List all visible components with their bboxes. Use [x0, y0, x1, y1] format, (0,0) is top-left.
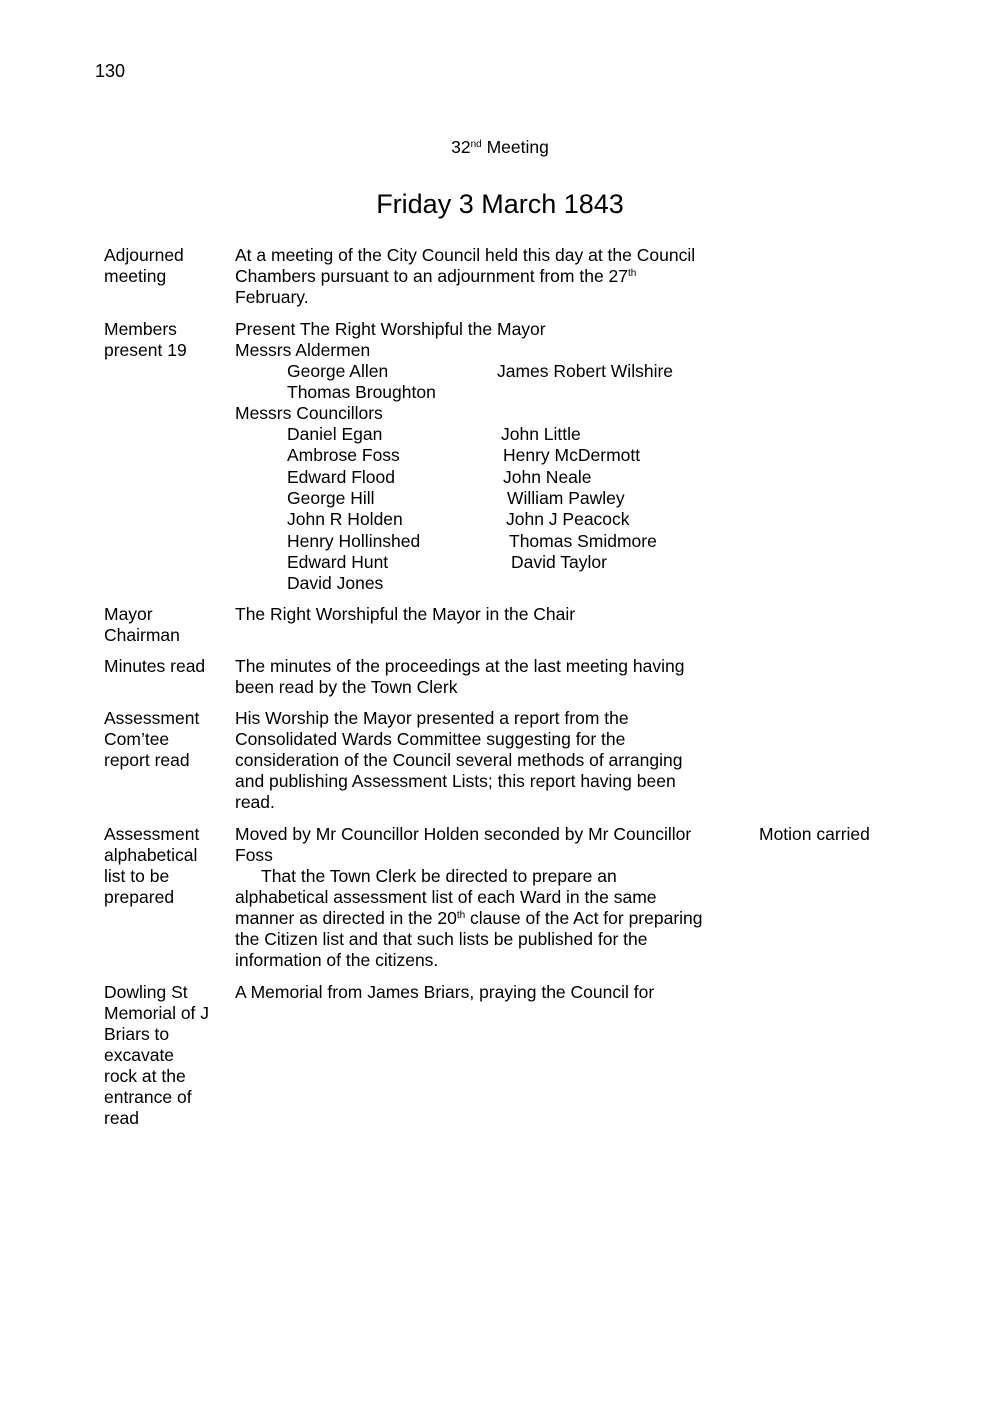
councillor-name: Thomas Smidmore	[509, 531, 657, 551]
margin-line: meeting	[104, 266, 167, 286]
meeting-number	[0, 137, 1000, 158]
text-fragment: manner as directed in the 20	[235, 908, 457, 928]
text-line: and publishing Assessment Lists; this report having been	[235, 771, 676, 791]
councillor-name: William Pawley	[507, 488, 625, 508]
margin-line: Dowling St	[104, 982, 188, 1002]
text-line: Moved by Mr Councillor Holden seconded by Mr Councillor	[235, 824, 692, 844]
aldermen-heading: Messrs Aldermen	[235, 340, 371, 360]
margin-note-assessment-list	[104, 824, 229, 908]
text-line: February.	[235, 287, 309, 307]
text-line: been read by the Town Clerk	[235, 677, 458, 697]
text-line: alphabetical assessment list of each Ward in the same	[235, 887, 657, 907]
ordinal-suffix: th	[456, 910, 466, 921]
margin-line: entrance of	[104, 1087, 192, 1107]
margin-note-chairman	[104, 604, 229, 646]
text-line: His Worship the Mayor presented a report from the	[235, 708, 629, 728]
text-line: A Memorial from James Briars, praying the Council for	[235, 982, 655, 1002]
margin-line: alphabetical	[104, 845, 198, 865]
margin-line: read	[104, 1108, 140, 1128]
margin-line: Memorial of J	[104, 1003, 210, 1023]
margin-line: Minutes read	[104, 656, 206, 676]
councillor-name: David Taylor	[511, 552, 607, 572]
margin-note-memorial	[104, 982, 229, 1129]
margin-line: Assessment	[104, 824, 200, 844]
alderman-name: James Robert Wilshire	[497, 361, 674, 381]
text-line: The minutes of the proceedings at the last meeting having	[235, 656, 685, 676]
councillor-name: John Neale	[503, 467, 592, 487]
margin-line: Assessment	[104, 708, 200, 728]
margin-line: Chairman	[104, 625, 180, 645]
ordinal-suffix: th	[628, 268, 637, 279]
margin-line: Mayor	[104, 604, 153, 624]
councillor-name: Ambrose Foss	[287, 445, 400, 465]
councillors-heading: Messrs Councillors	[235, 403, 383, 423]
paragraph-minutes	[235, 656, 745, 698]
text-fragment: Chambers pursuant to an adjournment from the 27	[235, 266, 628, 286]
paragraph-assessment-list	[235, 824, 745, 971]
meeting-number-value: 32	[451, 137, 471, 157]
paragraph-memorial	[235, 982, 745, 1003]
text-line: At a meeting of the City Council held this day at the Council	[235, 245, 696, 265]
margin-line: Adjourned	[104, 245, 184, 265]
margin-line: Briars to	[104, 1024, 170, 1044]
page-number: 130	[95, 61, 126, 81]
margin-line: Com’tee	[104, 729, 170, 749]
councillor-name: George Hill	[287, 488, 375, 508]
paragraph-adjourned	[235, 245, 745, 308]
text-line: The Right Worshipful the Mayor in the Chair	[235, 604, 576, 624]
text-line: consideration of the Council several methods of arranging	[235, 750, 683, 770]
councillor-name: Edward Hunt	[287, 552, 389, 572]
paragraph-chairman	[235, 604, 745, 625]
councillor-name: John Little	[501, 424, 581, 444]
text-line: Consolidated Wards Committee suggesting for the	[235, 729, 626, 749]
margin-line: present 19	[104, 340, 187, 360]
text-line	[235, 908, 745, 929]
margin-line: Members	[104, 319, 177, 339]
councillor-name: Henry Hollinshed	[287, 531, 421, 551]
text-line: the Citizen list and that such lists be published for the	[235, 929, 648, 949]
alderman-name: George Allen	[287, 361, 389, 381]
text-fragment: clause of the Act for preparing	[465, 908, 703, 928]
paragraph-assessment-report	[235, 708, 745, 813]
margin-line: rock at the	[104, 1066, 186, 1086]
councillor-name: Daniel Egan	[287, 424, 383, 444]
margin-note-assessment-report	[104, 708, 229, 771]
text-line: Foss	[235, 845, 273, 865]
margin-note-minutes	[104, 656, 229, 677]
meeting-word: Meeting	[486, 137, 549, 157]
motion-note: Motion carried	[759, 824, 870, 844]
meeting-ordinal-suffix: nd	[470, 139, 482, 150]
text-line: That the Town Clerk be directed to prepare an	[261, 866, 617, 886]
councillor-name: John R Holden	[287, 509, 403, 529]
text-line: read.	[235, 792, 275, 812]
councillor-name: Edward Flood	[287, 467, 395, 487]
text-line: information of the citizens.	[235, 950, 439, 970]
councillor-name: John J Peacock	[506, 509, 630, 529]
margin-line: excavate	[104, 1045, 175, 1065]
margin-line: prepared	[104, 887, 175, 907]
councillor-name: Henry McDermott	[503, 445, 641, 465]
councillor-name: David Jones	[287, 573, 384, 593]
present-line: Present The Right Worshipful the Mayor	[235, 319, 546, 339]
page-title: Friday 3 March 1843	[376, 189, 624, 219]
margin-line: list to be	[104, 866, 170, 886]
margin-line: report read	[104, 750, 190, 770]
margin-note-members	[104, 319, 229, 361]
present-heading	[235, 319, 745, 361]
margin-note-adjourned	[104, 245, 229, 287]
alderman-name: Thomas Broughton	[287, 382, 436, 402]
text-line	[235, 266, 745, 287]
